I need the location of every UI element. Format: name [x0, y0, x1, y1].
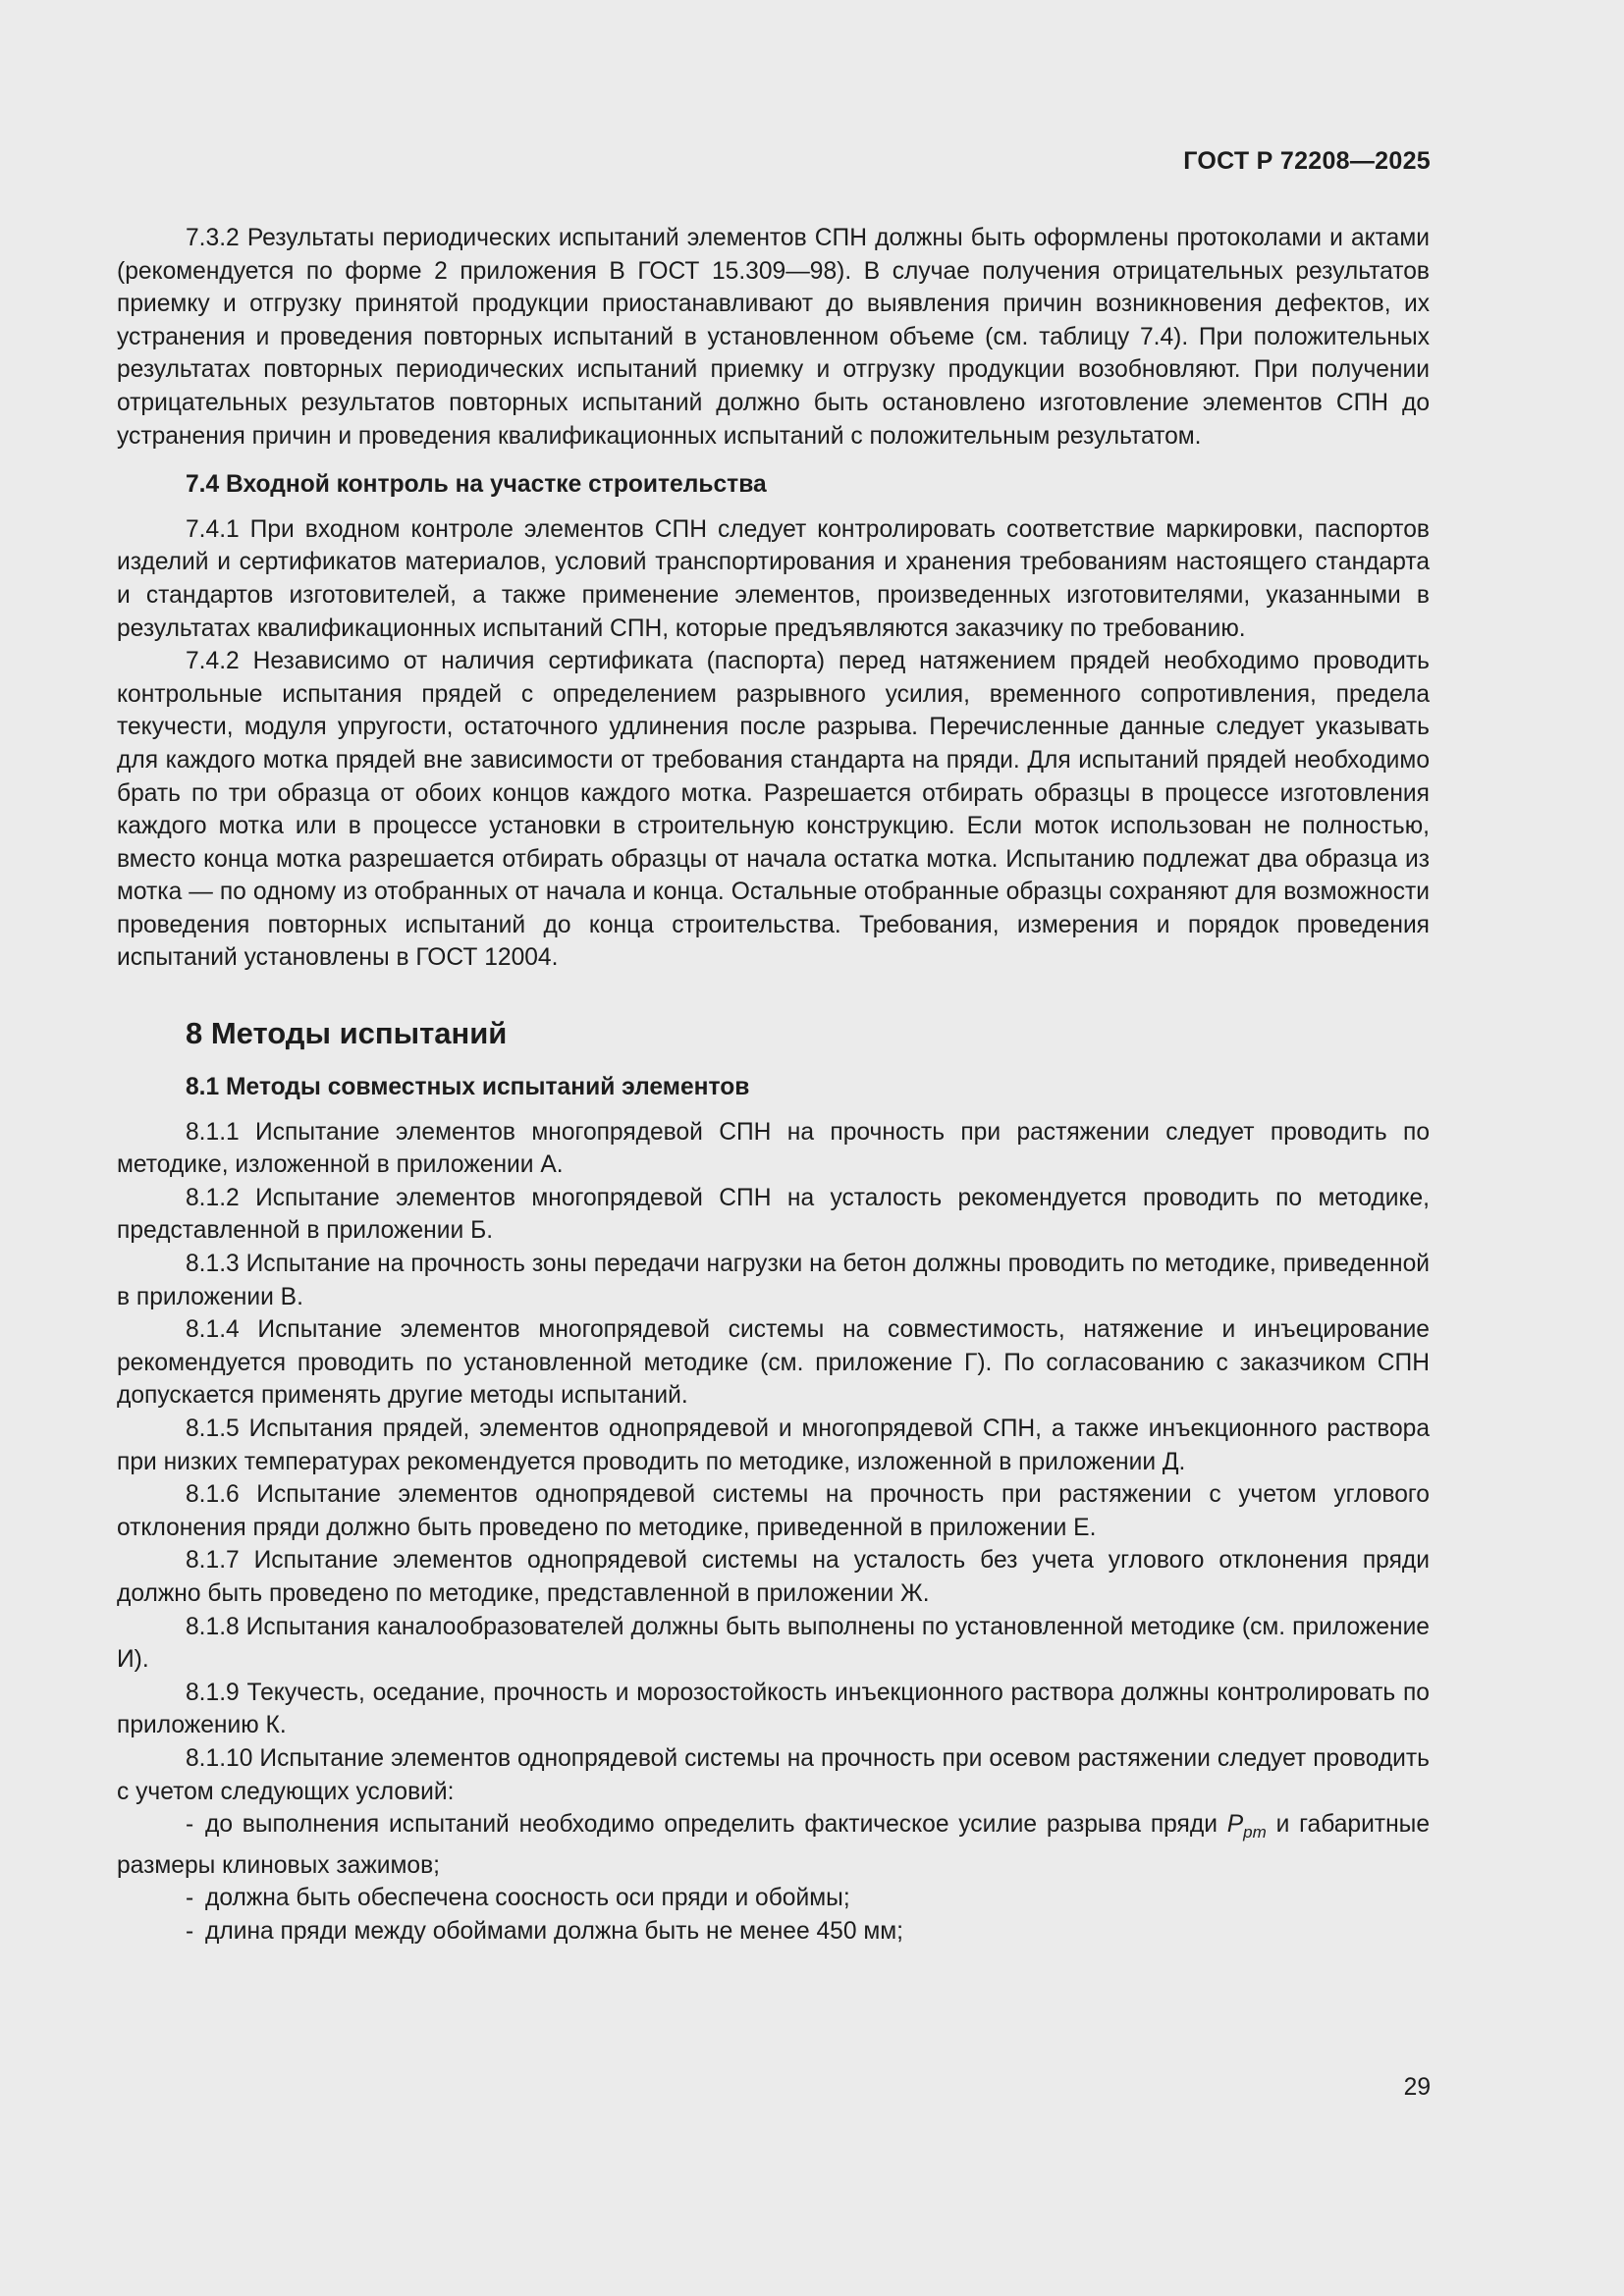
list-dash: -	[186, 1885, 194, 1912]
heading-7-4: 7.4 Входной контроль на участке строительства	[186, 471, 767, 499]
condition-text-end: и габаритные размеры клиновых зажимов;	[117, 1811, 1431, 1879]
paragraph-7-4-2: 7.4.2 Независимо от наличия сертификата (паспорта) перед натяжением прядей необходимо проводить контрольные испытания прядей с определением разрывного усилия, временного сопротивления, предела текучести, модуля упругости, остаточного удлинения после разрыва. Перечисленные данные следует указывать для каждого мотка прядей вне зависимости от требования стандарта на пряди. Для испытаний прядей необходимо брать по три образца от обоих концов каждого мотка. Разрешается отбирать образцы в процессе изготовления каждого мотка или в процессе установки в строительную конструкцию. Если моток использован не полностью, вместо конца мотка разрешается отбирать образцы от начала остатка мотка. Испытанию подлежат два образца из мотка — по одному из отобранных от начала и конца. Остальные отобранные образцы сохраняют для возможности проведения повторных испытаний до конца строительства. Требования, измерения и порядок проведения испытаний установлены в ГОСТ 12004.	[117, 648, 1430, 972]
force-subscript: pm	[1243, 1823, 1267, 1842]
paragraph-8-1-3: 8.1.3 Испытание на прочность зоны передачи нагрузки на бетон должны проводить по методике, приведенной в приложении В.	[117, 1251, 1430, 1310]
condition-list-item	[117, 1915, 1430, 1949]
paragraph-7-3-2: 7.3.2 Результаты периодических испытаний элементов СПН должны быть оформлены протоколами и актами (рекомендуется по форме 2 приложения В ГОСТ 15.309—98). В случае получения отрицательных результатов приемку и отгрузку принятой продукции приостанавливают до выявления причин возникновения дефектов, их устранения и проведения повторных испытаний в установленном объеме (см. таблицу 7.4). При положительных результатах повторных периодических испытаний приемку и отгрузку продукции возобновляют. При получении отрицательных результатов повторных испытаний должно быть остановлено изготовление элементов СПН до устранения причин и проведения квалификационных испытаний с положительным результатом.	[117, 225, 1430, 450]
force-symbol: P	[1226, 1811, 1244, 1839]
condition-text: до выполнения испытаний необходимо определить фактическое усилие разрыва пряди	[205, 1811, 1227, 1839]
paragraph-8-1-9: 8.1.9 Текучесть, оседание, прочность и морозостойкость инъекционного раствора должны контролировать по приложению К.	[117, 1679, 1430, 1739]
condition-text: длина пряди между обоймами должна быть не менее 450 мм;	[205, 1917, 903, 1945]
condition-text: должна быть обеспечена соосность оси пряди и обоймы;	[205, 1885, 850, 1912]
paragraph-8-1-1: 8.1.1 Испытание элементов многопрядевой СПН на прочность при растяжении следует проводить по методике, изложенной в приложении А.	[117, 1118, 1430, 1179]
condition-list-item	[117, 1808, 1430, 1882]
paragraph-8-1-5: 8.1.5 Испытания прядей, элементов однопрядевой и многопрядевой СПН, а также инъекционного раствора при низких температурах рекомендуется проводить по методике, изложенной в приложении Д.	[117, 1415, 1430, 1475]
heading-8: 8 Методы испытаний	[186, 1016, 508, 1051]
paragraph-8-1-10: 8.1.10 Испытание элементов однопрядевой системы на прочность при осевом растяжении следует проводить с учетом следующих условий:	[117, 1744, 1430, 1805]
paragraph-8-1-4: 8.1.4 Испытание элементов многопрядевой системы на совместимость, натяжение и инъецирование рекомендуется проводить по установленной методике (см. приложение Г). По согласованию с заказчиком СПН допускается применять другие методы испытаний.	[117, 1316, 1430, 1410]
list-dash: -	[186, 1917, 194, 1945]
paragraph-8-1-7: 8.1.7 Испытание элементов однопрядевой системы на усталость без учета углового отклонения пряди должно быть проведено по методике, представленной в приложении Ж.	[117, 1547, 1430, 1607]
paragraph-7-4-1: 7.4.1 При входном контроле элементов СПН следует контролировать соответствие маркировки, паспортов изделий и сертификатов материалов, условий транспортирования и хранения требованиям настоящего стандарта и стандартов изготовителей, а также применение элементов, произведенных изготовителями, указанными в результатах квалификационных испытаний СПН, которые предъявляются заказчику по требованию.	[117, 515, 1430, 642]
document-header: ГОСТ Р 72208—2025	[1183, 147, 1431, 175]
paragraph-8-1-2: 8.1.2 Испытание элементов многопрядевой СПН на усталость рекомендуется проводить по методике, представленной в приложении Б.	[117, 1184, 1430, 1245]
document-body	[117, 222, 1430, 1949]
page-number: 29	[1403, 2074, 1431, 2101]
paragraph-8-1-8: 8.1.8 Испытания каналообразователей должны быть выполнены по установленной методике (см. приложение И).	[117, 1613, 1430, 1674]
condition-list-item	[117, 1882, 1430, 1915]
heading-8-1: 8.1 Методы совместных испытаний элементов	[186, 1074, 750, 1101]
list-dash: -	[186, 1811, 194, 1839]
paragraph-8-1-6: 8.1.6 Испытание элементов однопрядевой системы на прочность при растяжении с учетом углового отклонения пряди должно быть проведено по методике, приведенной в приложении Е.	[117, 1481, 1430, 1541]
